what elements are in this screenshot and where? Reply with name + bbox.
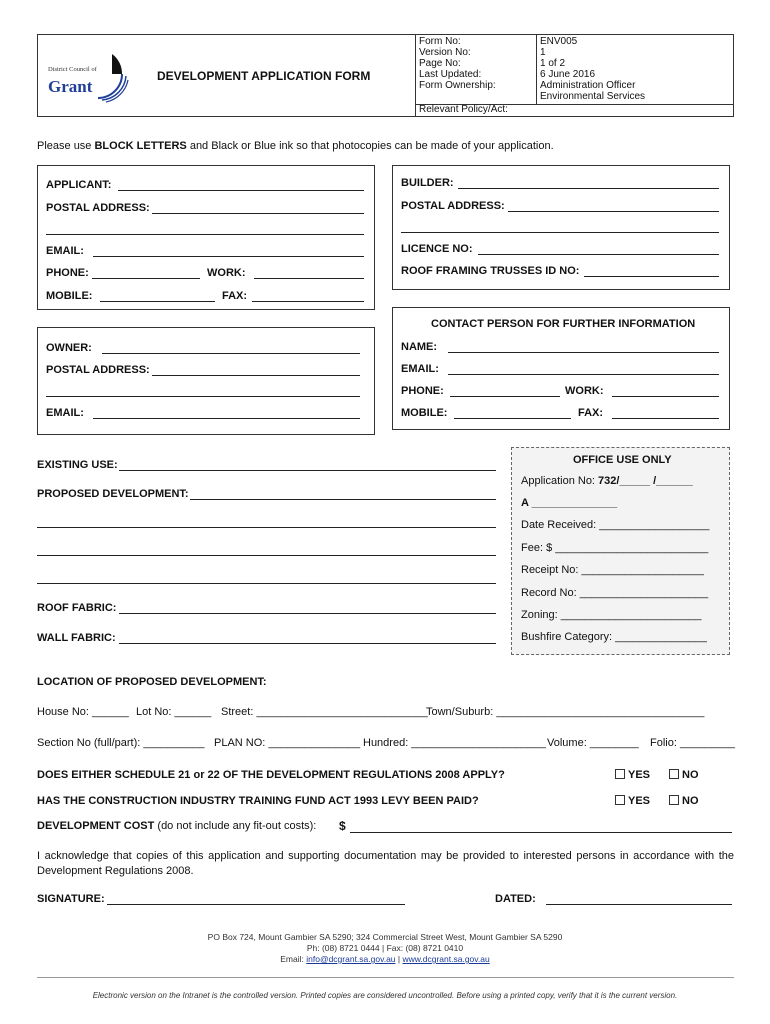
proposed-development-label: PROPOSED DEVELOPMENT: [37, 488, 189, 500]
roof-fabric-label: ROOF FABRIC: [37, 602, 117, 614]
roof-fabric-field[interactable] [119, 613, 496, 614]
owner-email-field[interactable] [93, 418, 360, 419]
logo-name: Grant [48, 77, 93, 96]
applicant-postal-label: POSTAL ADDRESS: [46, 202, 150, 214]
office-zoning: Zoning: _______________________ [521, 609, 702, 621]
office-heading: OFFICE USE ONLY [573, 454, 672, 466]
checkbox-icon [669, 769, 679, 779]
trusses-label: ROOF FRAMING TRUSSES ID NO: [401, 265, 580, 277]
meta-value-updated: 6 June 2016 [540, 69, 596, 80]
proposed-development-field[interactable] [190, 499, 496, 500]
builder-field[interactable] [458, 188, 719, 189]
applicant-label: APPLICANT: [46, 179, 112, 191]
footer-contact: Email: info@dcgrant.sa.gov.au | www.dcgrant.sa.gov.au [280, 954, 490, 964]
folio[interactable]: Folio: _________ [650, 737, 736, 749]
schedule-yes-option[interactable]: YES [615, 769, 650, 782]
applicant-mobile-field[interactable] [100, 301, 215, 302]
office-receipt: Receipt No: ____________________ [521, 564, 704, 576]
existing-use-label: EXISTING USE: [37, 459, 118, 471]
contact-heading: CONTACT PERSON FOR FURTHER INFORMATION [431, 318, 696, 330]
instructions: Please use BLOCK LETTERS and Black or Blue ink so that photocopies can be made of your application. [37, 140, 554, 152]
checkbox-icon [615, 769, 625, 779]
meta-label-ownership: Form Ownership: [419, 80, 496, 91]
header-table [37, 34, 734, 117]
levy-no-option[interactable]: NO [669, 795, 699, 808]
proposed-development-field-2[interactable] [37, 527, 496, 528]
applicant-email-label: EMAIL: [46, 245, 84, 257]
office-record: Record No: _____________________ [521, 587, 709, 599]
contact-fax-label: FAX: [578, 407, 604, 419]
signature-field[interactable] [107, 904, 405, 905]
applicant-phone-label: PHONE: [46, 267, 89, 279]
proposed-development-field-3[interactable] [37, 555, 496, 556]
checkbox-icon [669, 795, 679, 805]
logo-arc-icon [94, 50, 130, 106]
office-fee: Fee: $ _________________________ [521, 542, 709, 554]
owner-postal-field-2[interactable] [46, 396, 360, 397]
trusses-field[interactable] [584, 276, 719, 277]
footer-address: PO Box 724, Mount Gambier SA 5290; 324 Commercial Street West, Mount Gambier SA 5290 [207, 932, 563, 942]
applicant-work-label: WORK: [207, 267, 246, 279]
cost-dollar-sign: $ [339, 819, 346, 833]
development-cost-field[interactable] [350, 832, 732, 833]
meta-value-page: 1 of 2 [540, 58, 566, 69]
town-suburb[interactable]: Town/Suburb: __________________________________ [426, 706, 705, 718]
office-date-received: Date Received: __________________ [521, 519, 710, 531]
checkbox-icon [615, 795, 625, 805]
contact-mobile-field[interactable] [454, 418, 571, 419]
footer-divider [37, 977, 734, 978]
applicant-email-field[interactable] [93, 256, 364, 257]
meta-label-version: Version No: [419, 47, 471, 58]
owner-postal-label: POSTAL ADDRESS: [46, 364, 150, 376]
lot-no[interactable]: Lot No: ______ [136, 706, 212, 718]
applicant-field[interactable] [118, 190, 364, 191]
house-no[interactable]: House No: ______ [37, 706, 129, 718]
acknowledgement: I acknowledge that copies of this application and supporting documentation may be provided to interested persons in accordance with the Development Regulations 2008. [37, 850, 734, 877]
licence-label: LICENCE NO: [401, 243, 473, 255]
contact-phone-field[interactable] [450, 396, 560, 397]
applicant-work-field[interactable] [254, 278, 364, 279]
applicant-mobile-label: MOBILE: [46, 290, 93, 302]
wall-fabric-field[interactable] [119, 643, 496, 644]
office-bushfire: Bushfire Category: _______________ [521, 631, 707, 643]
meta-value-ownership-2: Environmental Services [540, 91, 646, 102]
signature-label: SIGNATURE: [37, 893, 105, 905]
footer-disclaimer: Electronic version on the Intranet is the controlled version. Printed copies are considered uncontrolled. Before using a printed copy, verify that it is the current version. [92, 991, 678, 1000]
contact-email-label: EMAIL: [401, 363, 439, 375]
contact-name-label: NAME: [401, 341, 438, 353]
proposed-development-field-4[interactable] [37, 583, 496, 584]
owner-field[interactable] [102, 353, 360, 354]
contact-work-label: WORK: [565, 385, 604, 397]
levy-question: HAS THE CONSTRUCTION INDUSTRY TRAINING FUND ACT 1993 LEVY BEEN PAID? [37, 795, 479, 807]
dated-field[interactable] [546, 904, 732, 905]
development-cost-label: DEVELOPMENT COST (do not include any fit-out costs): [37, 820, 317, 832]
office-application-no: Application No: 732/_____ /______ [521, 475, 693, 487]
contact-name-field[interactable] [448, 352, 719, 353]
meta-label-form-no: Form No: [419, 36, 461, 47]
builder-postal-field-2[interactable] [401, 232, 719, 233]
licence-field[interactable] [478, 254, 719, 255]
contact-phone-label: PHONE: [401, 385, 444, 397]
owner-postal-field[interactable] [152, 375, 360, 376]
dated-label: DATED: [495, 893, 536, 905]
hundred[interactable]: Hundred: ______________________ [363, 737, 546, 749]
contact-email-field[interactable] [448, 374, 719, 375]
owner-label: OWNER: [46, 342, 92, 354]
location-heading: LOCATION OF PROPOSED DEVELOPMENT: [37, 676, 267, 688]
schedule-question: DOES EITHER SCHEDULE 21 or 22 OF THE DEVELOPMENT REGULATIONS 2008 APPLY? [37, 769, 505, 781]
street[interactable]: Street: ____________________________ [221, 706, 428, 718]
logo-top-text: District Council of [48, 66, 97, 73]
applicant-postal-field-2[interactable] [46, 234, 364, 235]
wall-fabric-label: WALL FABRIC: [37, 632, 116, 644]
meta-label-updated: Last Updated: [419, 69, 482, 80]
existing-use-field[interactable] [119, 470, 496, 471]
builder-label: BUILDER: [401, 177, 454, 189]
schedule-no-option[interactable]: NO [669, 769, 699, 782]
office-a: A ______________ [521, 497, 618, 509]
footer-phone: Ph: (08) 8721 0444 | Fax: (08) 8721 0410 [306, 943, 464, 953]
owner-email-label: EMAIL: [46, 407, 84, 419]
applicant-fax-label: FAX: [222, 290, 248, 302]
meta-label-page: Page No: [419, 58, 461, 69]
builder-postal-label: POSTAL ADDRESS: [401, 200, 505, 212]
contact-work-field[interactable] [612, 396, 719, 397]
applicant-postal-field[interactable] [152, 213, 364, 214]
meta-value-form-no: ENV005 [540, 36, 578, 47]
form-title: DEVELOPMENT APPLICATION FORM [157, 69, 371, 83]
applicant-fax-field[interactable] [252, 301, 364, 302]
website-link[interactable]: www.dcgrant.sa.gov.au [402, 954, 490, 964]
contact-fax-field[interactable] [612, 418, 719, 419]
plan-no[interactable]: PLAN NO: _______________ [214, 737, 361, 749]
builder-postal-field[interactable] [508, 211, 719, 212]
applicant-phone-field[interactable] [92, 278, 200, 279]
meta-value-version: 1 [540, 47, 546, 58]
email-link[interactable]: info@dcgrant.sa.gov.au [306, 954, 396, 964]
contact-mobile-label: MOBILE: [401, 407, 448, 419]
meta-value-ownership: Administration Officer [540, 80, 636, 91]
meta-label-policy: Relevant Policy/Act: [419, 104, 508, 115]
levy-yes-option[interactable]: YES [615, 795, 650, 808]
section-no[interactable]: Section No (full/part): __________ [37, 737, 205, 749]
council-logo [48, 50, 128, 105]
volume[interactable]: Volume: ________ [547, 737, 639, 749]
